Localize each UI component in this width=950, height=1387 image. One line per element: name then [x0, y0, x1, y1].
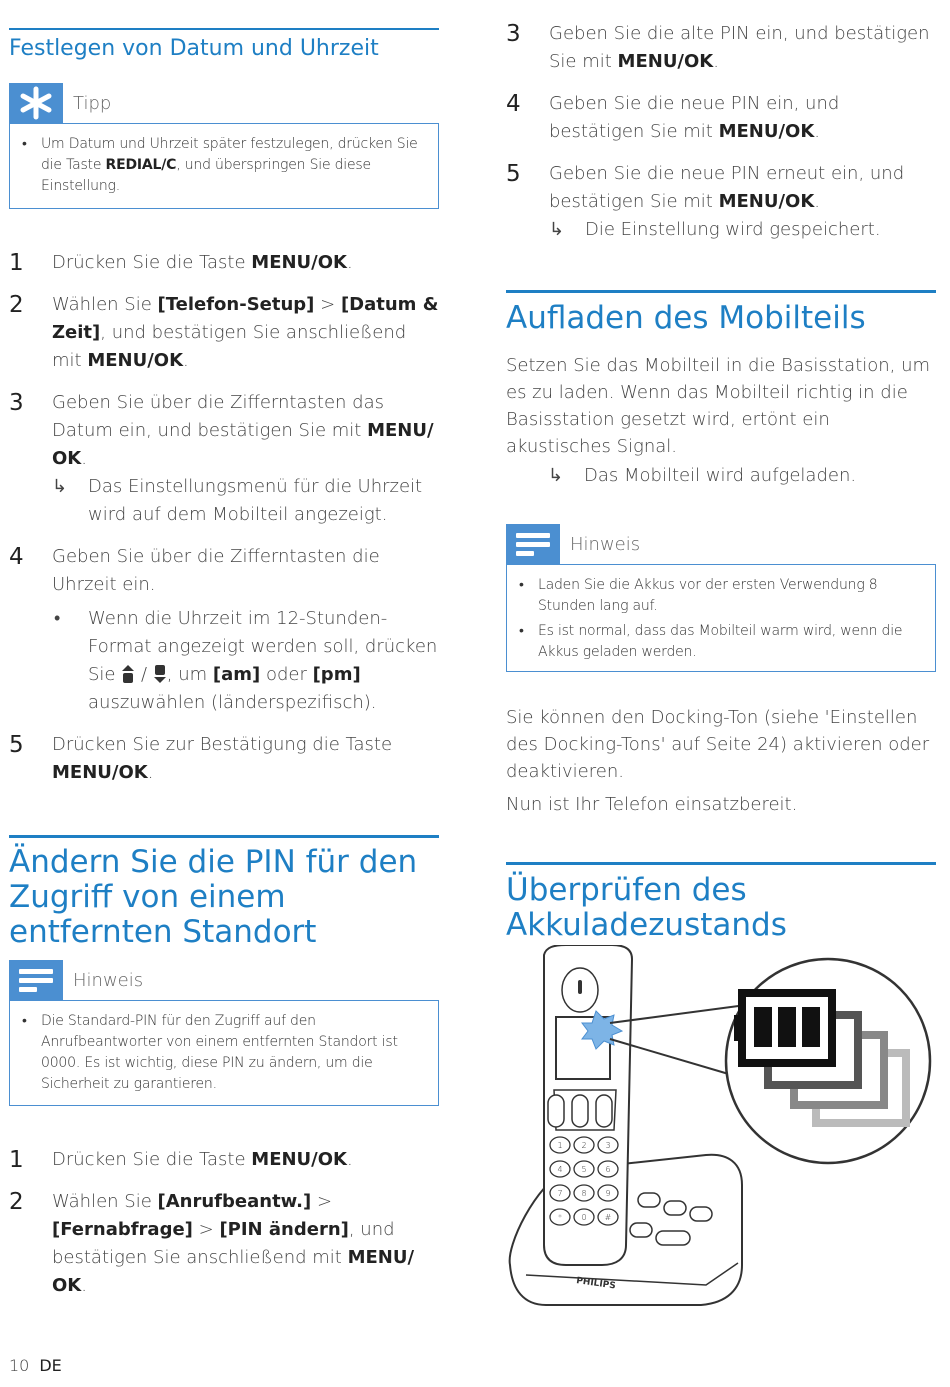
keypad-key-label: 2	[581, 1141, 587, 1150]
page-footer	[9, 1356, 62, 1375]
left-column	[9, 0, 439, 1300]
section-title-charging: Aufladen des Mobilteils	[506, 300, 866, 336]
keypad-key-label: 0	[581, 1213, 587, 1222]
section-title-datetime: Festlegen von Datum und Uhrzeit	[9, 36, 379, 61]
language-code: DE	[39, 1356, 62, 1375]
keypad-key-label: 7	[557, 1189, 563, 1198]
keypad-key-label: *	[558, 1213, 562, 1222]
step-item: 5 Geben Sie die neue PIN erneut ein, und bestätigen Sie mit MENU/OK. ↳ Die Einstellung wird gespeichert.	[506, 160, 936, 244]
keypad-key-label: 5	[581, 1165, 587, 1174]
note-icon	[506, 524, 560, 564]
lines-icon	[514, 531, 552, 557]
note-box	[9, 960, 439, 1106]
page-number: 10	[9, 1356, 30, 1375]
note-item: • Laden Sie die Akkus vor der ersten Verwendung 8 Stunden lang auf.	[519, 575, 923, 617]
asterisk-icon	[19, 86, 53, 120]
step-result: ↳ Die Einstellung wird gespeichert.	[549, 216, 936, 244]
keypad-key-label: 4	[557, 1165, 563, 1174]
step-item: 1 Drücken Sie die Taste MENU/OK.	[9, 250, 353, 276]
tip-item: • Um Datum und Uhrzeit später festzulegen, drücken Sie die Taste REDIAL/C, und überspringen Sie diese Einstellung.	[22, 134, 426, 197]
charging-paragraph: Setzen Sie das Mobilteil in die Basisstation, um es zu laden. Wenn das Mobilteil richtig in die Basisstation gesetzt wird, ertönt ein akustisches Signal.	[506, 355, 931, 457]
battery-full-icon	[734, 993, 832, 1063]
tip-label: Tipp	[73, 92, 112, 114]
note-item: • Die Standard-PIN für den Zugriff auf den Anrufbeantworter von einem entfernten Standort ist 0000. Es ist wichtig, diese PIN zu ändern, um die Sicherheit zu garantieren.	[22, 1011, 426, 1095]
note-icon	[9, 960, 63, 1000]
docking-paragraph: Sie können den Docking-Ton (siehe 'Einstellen des Docking-Tons' auf Seite 24) aktivieren oder deaktivieren.	[506, 707, 930, 782]
step-item: 2 Wählen Sie [Anrufbeantw.] > [Fernabfrage] > [PIN ändern], und bestätigen Sie anschließend mit MENU/ OK.	[9, 1189, 415, 1296]
tip-icon	[9, 83, 63, 123]
phone-illustration	[506, 945, 936, 1315]
note-label: Hinweis	[570, 533, 641, 555]
keypad-key-label: 8	[581, 1189, 587, 1198]
steps-pin	[9, 1146, 439, 1300]
steps-datetime	[9, 249, 439, 787]
section-rule	[506, 862, 936, 865]
keypad-key-label: #	[604, 1213, 612, 1222]
keypad-key-label: 6	[605, 1165, 611, 1174]
step-item: 3 Geben Sie die alte PIN ein, und bestätigen Sie mit MENU/OK.	[506, 21, 930, 72]
note-content	[9, 1000, 439, 1106]
note-header	[9, 960, 439, 1000]
up-key-icon	[121, 664, 135, 684]
lines-icon	[17, 967, 55, 993]
step-item: 1 Drücken Sie die Taste MENU/OK.	[9, 1147, 353, 1173]
keypad-key-label: 3	[605, 1141, 611, 1150]
note-item: • Es ist normal, dass das Mobilteil warm wird, wenn die Akkus geladen werden.	[519, 621, 923, 663]
step-item: 3 Geben Sie über die Zifferntasten das Datum ein, und bestätigen Sie mit MENU/ OK. ↳ Das Einstellungsmenü für die Uhrzeit wird auf dem Mobilteil angezeigt.	[9, 389, 439, 529]
note-content	[506, 564, 936, 672]
step-item: 5 Drücken Sie zur Bestätigung die Taste MENU/OK.	[9, 732, 393, 783]
steps-pin-continued	[506, 20, 936, 244]
keypad-key-label: 1	[557, 1141, 563, 1150]
step-item: 4 Geben Sie die neue PIN ein, und bestätigen Sie mit MENU/OK.	[506, 91, 840, 142]
section-title-battery: Überprüfen des Akkuladezustands	[506, 872, 787, 943]
tip-content	[9, 123, 439, 209]
note-box	[506, 524, 936, 672]
note-header	[506, 524, 936, 564]
result-arrow-icon: ↳	[549, 219, 565, 240]
keypad-key-label: 9	[605, 1189, 611, 1198]
tip-box	[9, 83, 439, 209]
section-title-pin: Ändern Sie die PIN für den Zugriff von einem entfernten Standort	[9, 844, 418, 950]
section-rule	[506, 290, 936, 293]
charging-result: ↳ Das Mobilteil wird aufgeladen.	[548, 462, 936, 490]
note-label: Hinweis	[73, 969, 144, 991]
section-rule	[9, 28, 439, 30]
brand-label: PHILIPS	[575, 1276, 617, 1292]
ready-paragraph: Nun ist Ihr Telefon einsatzbereit.	[506, 794, 798, 815]
down-key-icon	[153, 664, 167, 684]
handset	[544, 945, 632, 1265]
step-bullet: • Wenn die Uhrzeit im 12-Stunden-Format angezeigt werden soll, drücken Sie / , um [am] oder [pm] auszuwählen (länderspezifisch).	[54, 608, 438, 713]
result-arrow-icon: ↳	[548, 465, 564, 486]
step-result: ↳ Das Einstellungsmenü für die Uhrzeit wird auf dem Mobilteil angezeigt.	[52, 473, 439, 529]
section-rule	[9, 835, 439, 838]
result-arrow-icon: ↳	[52, 476, 68, 497]
right-column	[506, 0, 936, 1315]
tip-header	[9, 83, 439, 123]
step-item: 4 Geben Sie über die Zifferntasten die Uhrzeit ein. • Wenn die Uhrzeit im 12-Stunden-Format angezeigt werden soll, drücken Sie / , um [am] oder [pm] auszuwählen (länderspezifisch).	[9, 543, 439, 717]
step-item: 2 Wählen Sie [Telefon-Setup] > [Datum & Zeit], und bestätigen Sie anschließend mit MENU/OK.	[9, 292, 439, 371]
